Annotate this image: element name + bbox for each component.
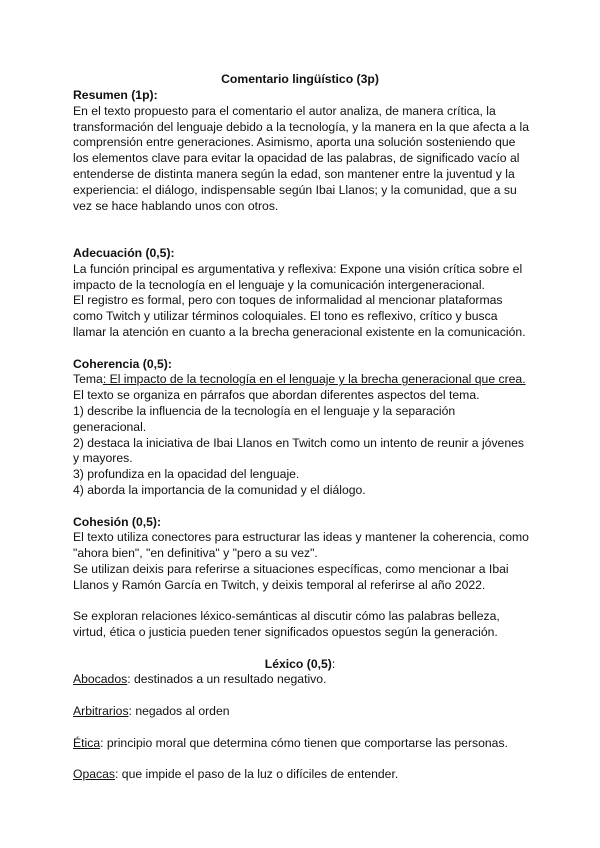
document-body (73, 88, 533, 783)
coherencia-line: 3) profundiza en la opacidad del lenguaje. (73, 467, 300, 482)
lexico-def: : principio moral que determina cómo tienen que comportarse las personas. (100, 735, 508, 750)
cohesion-line: Se utilizan deixis para referirse a situaciones específicas, como mencionar a Ibai (73, 561, 509, 576)
coherencia-line: y mayores. (73, 451, 133, 466)
resumen-line: experiencia: el diálogo, indispensable según Ibai Llanos; y la comunidad, que a su (73, 182, 517, 197)
lexico-term: Opacas (73, 767, 116, 782)
cohesion-line: "ahora bien", "en definitiva" y "pero a su vez". (73, 546, 318, 561)
coherencia-heading: Coherencia (0,5): (73, 356, 172, 371)
lexico-term: Abocados (73, 672, 128, 687)
adecuacion-line: La función principal es argumentativa y reflexiva: Expone una visión crítica sobre el (73, 261, 523, 276)
resumen-line: transformación del lenguaje debido a la tecnología, y la manera en la que afecta a la (73, 119, 529, 134)
adecuacion-line: llamar la atención en cuanto a la brecha generacional existente en la comunicación. (73, 324, 526, 339)
cohesion-line: virtud, ética o justicia pueden tener significados opuestos según la generación. (73, 625, 498, 640)
coherencia-line: 1) describe la influencia de la tecnología en el lenguaje y la separación (73, 403, 456, 418)
adecuacion-line: El registro es formal, pero con toques de informalidad al mencionar plataformas (73, 293, 503, 308)
lexico-heading: Léxico (0,5) (264, 656, 332, 671)
lexico-def: : negados al orden (128, 704, 230, 719)
cohesion-line: El texto utiliza conectores para estructurar las ideas y mantener la coherencia, como (73, 530, 529, 545)
lexico-term: Ética (73, 735, 101, 750)
lexico-term: Arbitrarios (73, 704, 129, 719)
lexico-entry (73, 736, 533, 752)
resumen-line: entenderse de distinta manera según la edad, son mantener entre la juventud y la (73, 166, 515, 181)
coherencia-tema (73, 372, 533, 388)
adecuacion-heading: Adecuación (0,5): (73, 245, 175, 260)
document-title: Comentario lingüístico (3p) (221, 72, 379, 86)
cohesion-line: Se exploran relaciones léxico-semánticas al discutir cómo las palabras belleza, (73, 609, 500, 624)
lexico-entry (73, 767, 533, 783)
resumen-heading: Resumen (1p): (73, 88, 158, 102)
lexico-heading-line (0, 657, 600, 673)
lexico-def: : que impide el paso de la luz o difíciles de entender. (115, 767, 399, 782)
coherencia-line: 4) aborda la importancia de la comunidad y el diálogo. (73, 482, 366, 497)
resumen-line: En el texto propuesto para el comentario el autor analiza, de manera crítica, la (73, 103, 496, 118)
resumen-line: los elementos clave para evitar la opacidad de las palabras, de significado vacío al (73, 151, 520, 166)
coherencia-line: El texto se organiza en párrafos que abordan diferentes aspectos del tema. (73, 388, 480, 403)
tema-text: : El impacto de la tecnología en el lenguaje y la brecha generacional que crea. (102, 372, 526, 387)
lexico-entry (73, 704, 533, 720)
resumen-line: comprensión entre generaciones. Asimismo, aporta una solución sosteniendo que (73, 135, 516, 150)
lexico-heading-colon: : (331, 656, 336, 671)
coherencia-line: 2) destaca la iniciativa de Ibai Llanos en Twitch como un intento de reunir a jóvenes (73, 435, 524, 450)
cohesion-heading: Cohesión (0,5): (73, 514, 162, 529)
coherencia-line: generacional. (73, 419, 147, 434)
lexico-def: : destinados a un resultado negativo. (127, 672, 327, 687)
adecuacion-line: impacto de la tecnología en el lenguaje y la comunicación intergeneracional. (73, 277, 485, 292)
cohesion-line: Llanos y Ramón García en Twitch, y deixis temporal al referirse al año 2022. (73, 577, 486, 592)
tema-label: Tema (73, 372, 103, 387)
lexico-entry (73, 672, 533, 688)
resumen-line: vez se hace hablando unos con otros. (73, 198, 279, 213)
adecuacion-line: como Twitch y utilizar términos coloquiales. El tono es reflexivo, crítico y busca (73, 309, 498, 324)
